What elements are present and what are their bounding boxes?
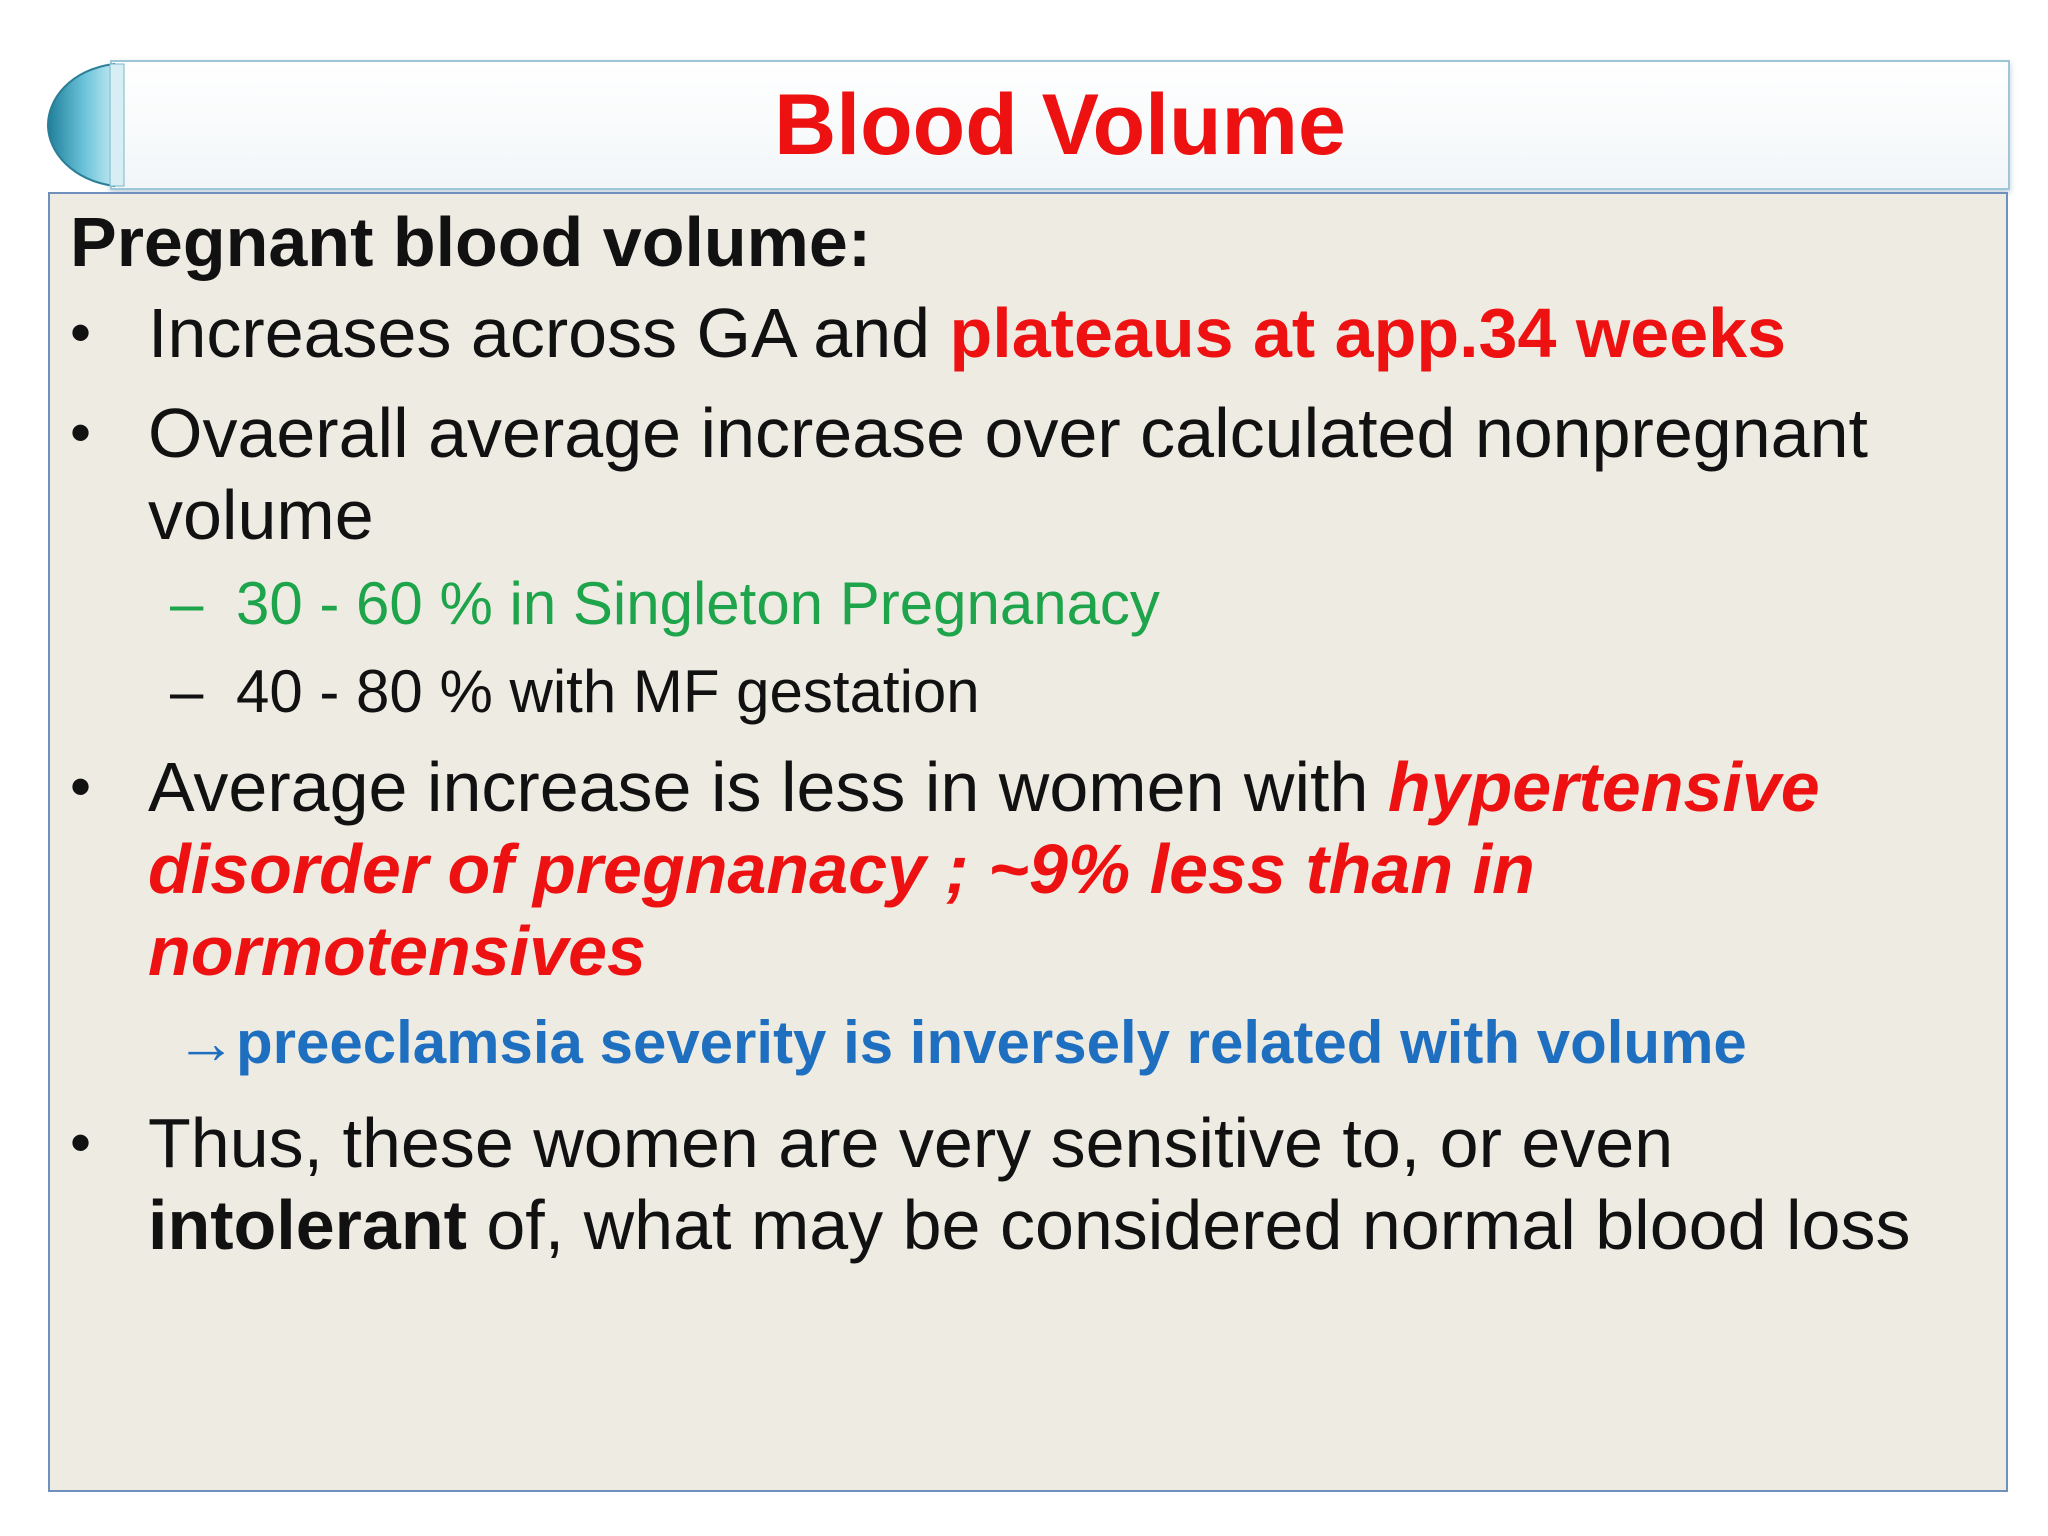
sub-item-text: 30 - 60 % in Singleton Pregnanacy: [236, 570, 1160, 637]
bullet-text: Ovaerall average increase over calculated nonpregnant volume: [148, 394, 1868, 554]
bullet-highlight: plateaus at app.34 weeks: [949, 294, 1787, 372]
bullet-highlight: hypertensive disorder of pregnanacy ; ~9% less than in normotensives: [148, 748, 1820, 990]
sub-item: [70, 648, 2000, 736]
section-heading: Pregnant blood volume:: [70, 203, 872, 281]
bullet-glyph: •: [70, 753, 92, 820]
bullet-text: Increases across GA and: [148, 294, 950, 372]
bullet-item: [70, 746, 2000, 992]
bullet-item: [70, 1102, 2000, 1266]
slide-title: Blood Volume: [774, 76, 1346, 173]
bullet-bold-word: intolerant: [148, 1186, 467, 1264]
sub-item-text: 40 - 80 % with MF gestation: [236, 658, 980, 725]
arrow-note: [70, 998, 2000, 1088]
bullet-glyph: •: [70, 1109, 92, 1176]
bullet-item: [70, 292, 2000, 374]
slide-content: [70, 200, 2000, 1284]
bullet-text: Average increase is less in women with: [148, 748, 1388, 826]
bullet-text: of, what may be considered normal blood loss: [466, 1186, 1911, 1264]
bullet-glyph: •: [70, 399, 92, 466]
dash-glyph: –: [170, 658, 204, 725]
bullet-item: [70, 392, 2000, 556]
arrow-note-text: preeclamsia severity is inversely related with volume: [236, 1009, 1747, 1076]
bullet-glyph: •: [70, 299, 92, 366]
sub-item: [70, 560, 2000, 648]
arrow-right-icon: →: [176, 1009, 236, 1076]
dash-glyph: –: [170, 570, 204, 637]
bullet-text: Thus, these women are very sensitive to, or even: [148, 1104, 1674, 1182]
